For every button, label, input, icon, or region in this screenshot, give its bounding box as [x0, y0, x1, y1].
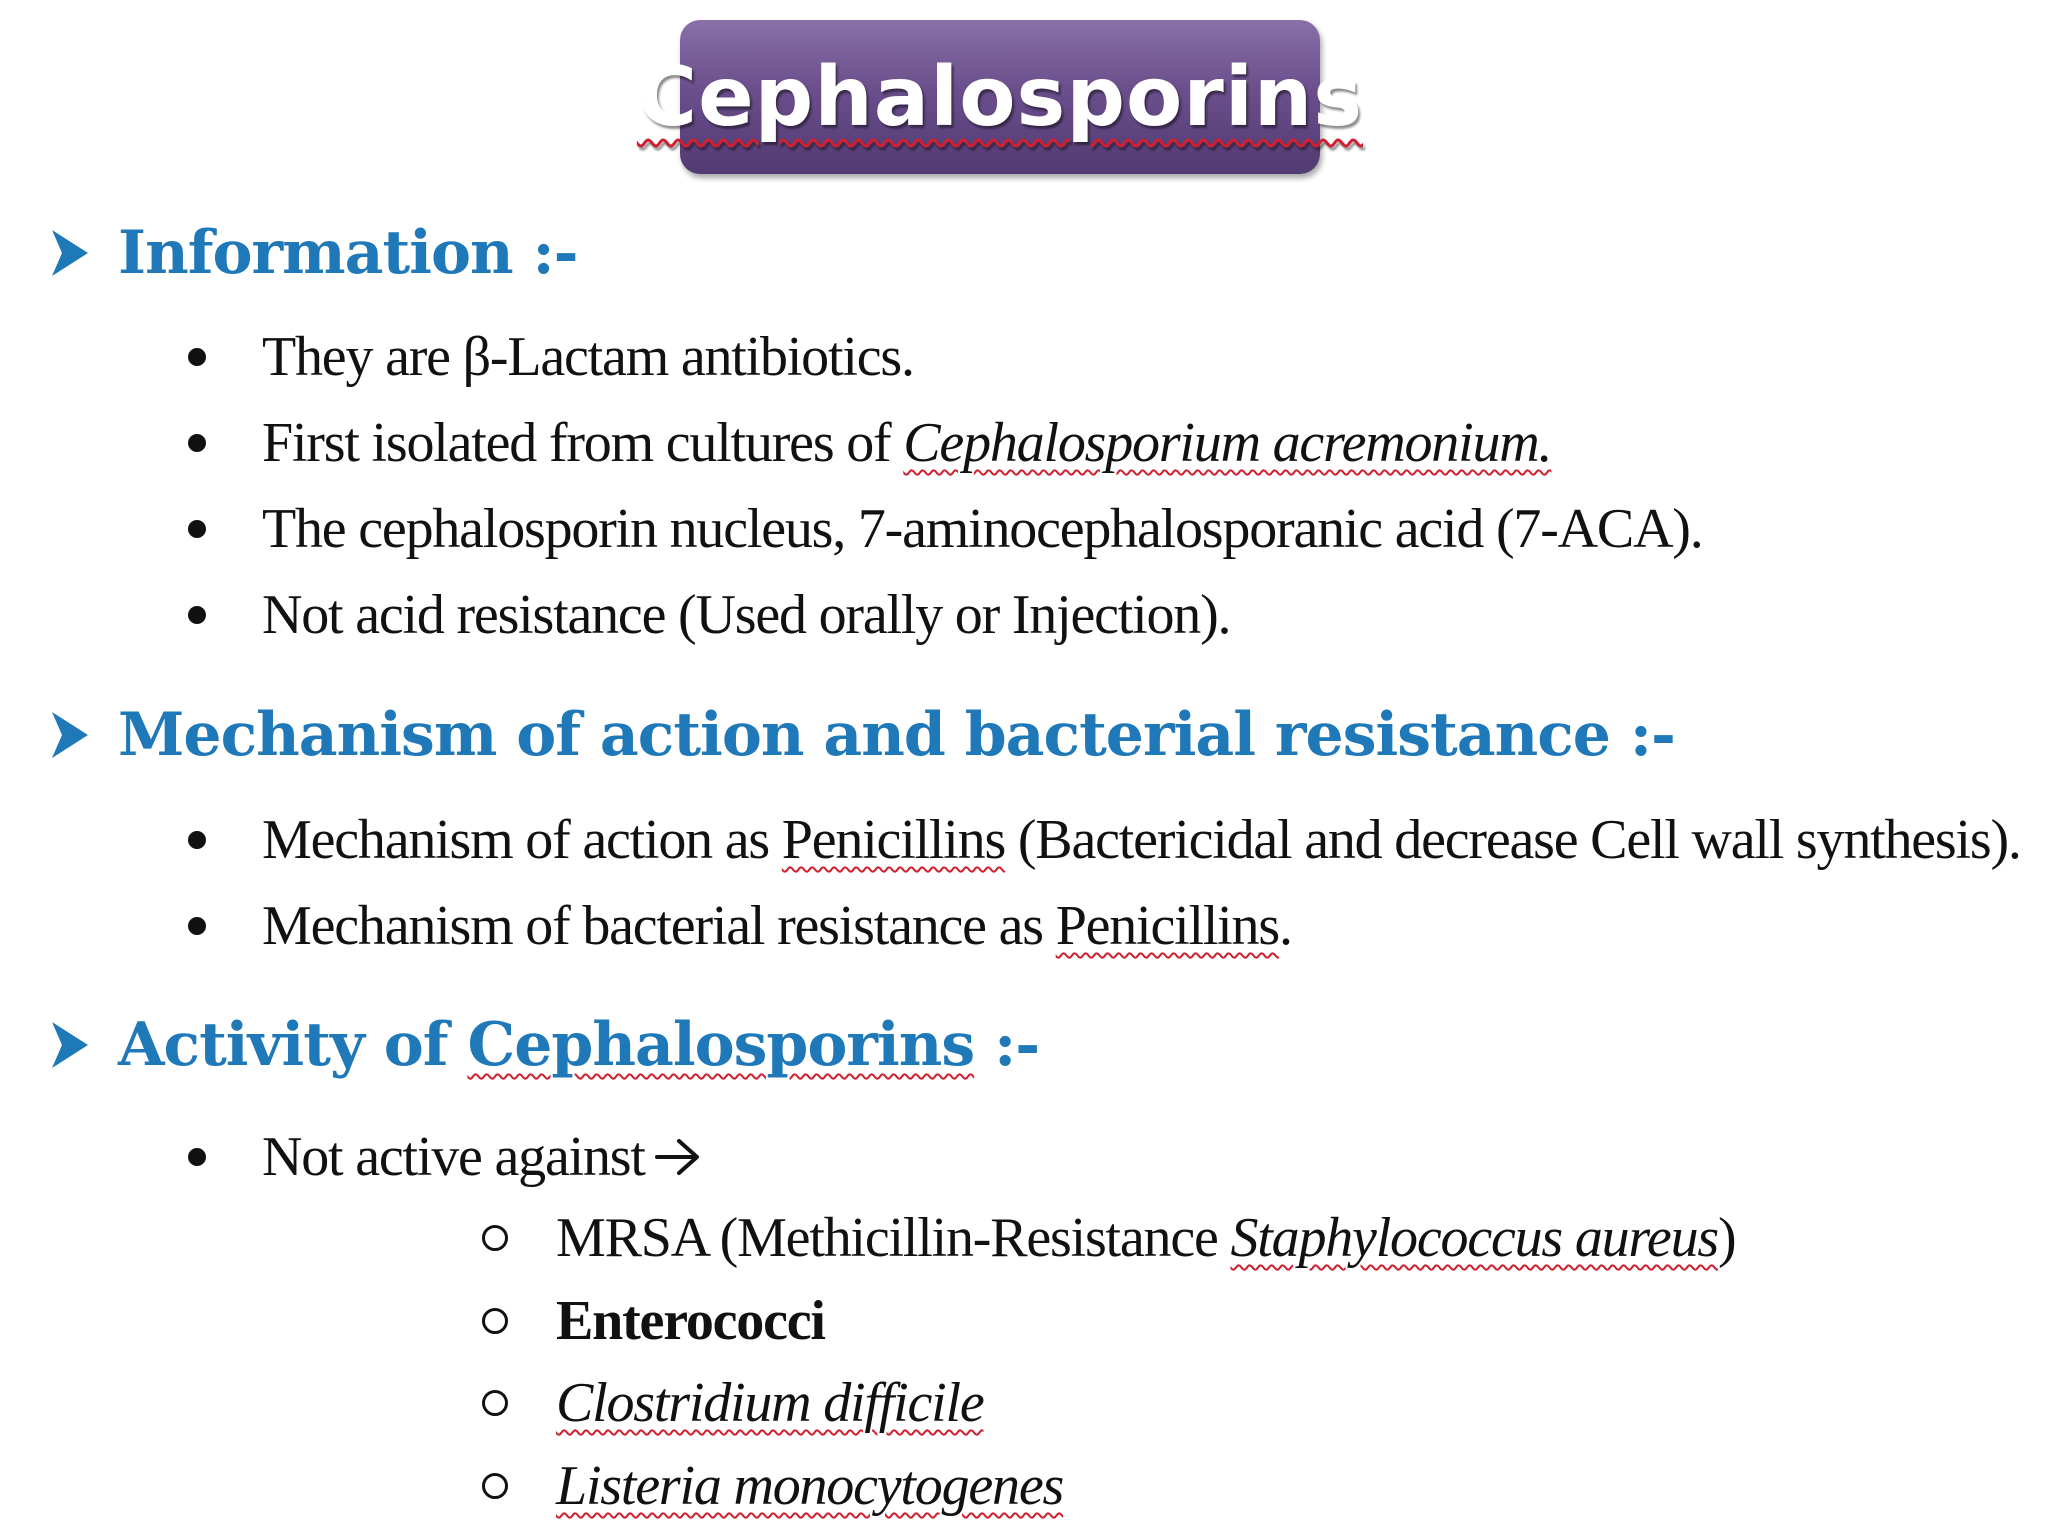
list-item-text: Not active against	[262, 1126, 645, 1188]
section-heading-text: Information :-	[118, 218, 578, 288]
organism-name: Staphylococcus aureus	[1230, 1207, 1718, 1269]
list-item	[188, 894, 1292, 958]
bullet-dot-icon	[188, 606, 206, 624]
list-item-text: Not acid resistance (Used orally or Injection).	[262, 584, 1231, 646]
drug-name: Penicillins	[781, 809, 1006, 871]
section-heading-emphasis: Cephalosporins	[467, 1010, 975, 1080]
list-item-text: The cephalosporin nucleus, 7-aminocephalosporanic acid (7-ACA).	[262, 498, 1703, 560]
list-item-text-suffix: .	[1278, 895, 1292, 957]
arrowhead-bullet-icon	[48, 226, 92, 280]
section-heading-mechanism	[48, 700, 1675, 770]
arrowhead-bullet-icon	[48, 1018, 92, 1072]
bullet-dot-icon	[188, 831, 206, 849]
list-item-text: Mechanism of action as	[262, 809, 782, 871]
list-item	[188, 497, 1703, 561]
right-arrow-icon	[655, 1137, 701, 1177]
section-heading-text: Activity of	[118, 1010, 468, 1080]
sub-list-item	[482, 1289, 825, 1353]
hollow-circle-bullet-icon	[482, 1390, 508, 1416]
section-heading-suffix: :-	[974, 1010, 1040, 1080]
arrowhead-bullet-icon	[48, 708, 92, 762]
list-item	[188, 583, 1230, 647]
bullet-dot-icon	[188, 434, 206, 452]
organism-name: Enterococci	[556, 1290, 825, 1352]
hollow-circle-bullet-icon	[482, 1473, 508, 1499]
section-heading-text: Mechanism of action and bacterial resistance :-	[118, 700, 1675, 770]
list-item	[188, 325, 914, 389]
organism-name: Clostridium difficile	[556, 1372, 984, 1434]
bullet-dot-icon	[188, 520, 206, 538]
hollow-circle-bullet-icon	[482, 1308, 508, 1334]
list-item	[188, 411, 1551, 475]
organism-name: Cephalosporium acremonium.	[903, 412, 1552, 474]
bullet-dot-icon	[188, 917, 206, 935]
list-item-text-suffix: (Bactericidal and decrease Cell wall synthesis).	[1005, 809, 2021, 871]
list-item-text: They are β-Lactam antibiotics.	[262, 326, 914, 388]
sub-list-item-text: MRSA (Methicillin-Resistance	[556, 1207, 1231, 1269]
page-title: Cephalosporins	[636, 49, 1364, 145]
bullet-dot-icon	[188, 348, 206, 366]
list-item-text: First isolated from cultures of	[262, 412, 904, 474]
sub-list-item	[482, 1454, 1063, 1518]
sub-list-item	[482, 1206, 1735, 1270]
hollow-circle-bullet-icon	[482, 1225, 508, 1251]
sub-list-item	[482, 1371, 983, 1435]
section-heading-information	[48, 218, 578, 288]
drug-name: Penicillins	[1055, 895, 1279, 957]
sub-list-item-suffix: )	[1717, 1207, 1736, 1269]
list-item	[188, 1125, 701, 1189]
list-item	[188, 808, 2021, 872]
bullet-dot-icon	[188, 1148, 206, 1166]
title-banner	[636, 20, 1364, 174]
section-heading-activity	[48, 1010, 1039, 1080]
organism-name: Listeria monocytogenes	[556, 1455, 1064, 1517]
list-item-text: Mechanism of bacterial resistance as	[262, 895, 1056, 957]
